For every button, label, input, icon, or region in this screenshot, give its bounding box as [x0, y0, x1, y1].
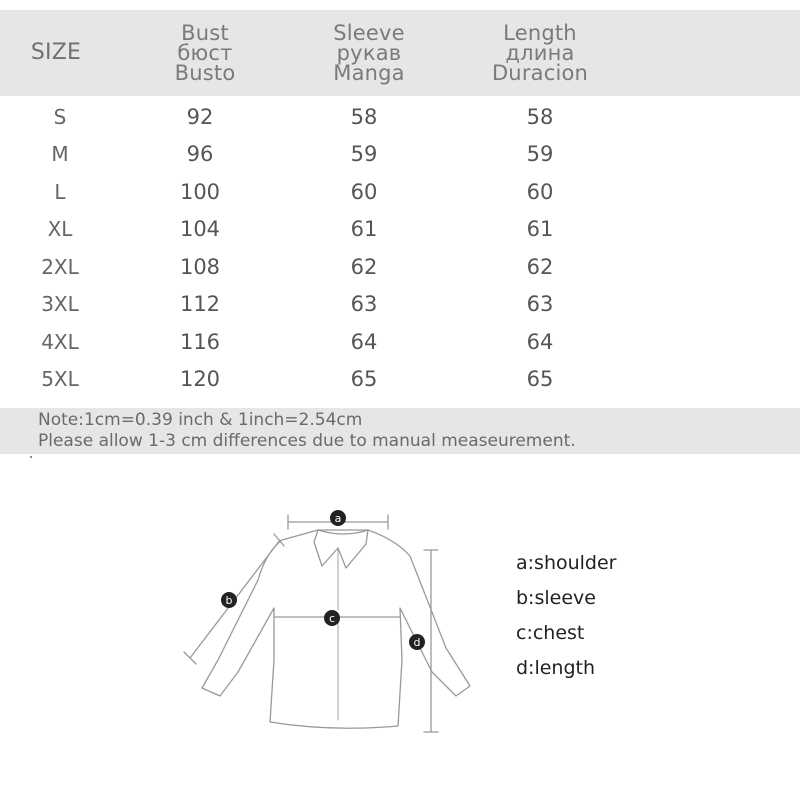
header-bust-ru: бюст — [177, 41, 233, 65]
size-cell: L — [54, 179, 66, 204]
size-cell: M — [51, 141, 69, 166]
marker-a — [330, 510, 346, 526]
size-cell: 2XL — [41, 254, 79, 279]
sleeve-cell: 62 — [350, 254, 378, 279]
shirt-diagram — [170, 500, 500, 745]
marker-c — [324, 610, 340, 626]
shirt-collar — [314, 530, 368, 568]
table-row — [0, 285, 800, 322]
sleeve-cell: 58 — [350, 104, 378, 129]
sleeve-cell: 59 — [350, 141, 378, 166]
legend-shoulder: a:shoulder — [516, 552, 617, 574]
sleeve-cell: 65 — [350, 366, 378, 391]
length-cell: 61 — [526, 216, 554, 241]
table-row — [0, 135, 800, 172]
length-cell: 60 — [526, 179, 554, 204]
bust-cell: 92 — [186, 104, 214, 129]
sleeve-cell: 60 — [350, 179, 378, 204]
length-cell: 58 — [526, 104, 554, 129]
table-row — [0, 360, 800, 397]
length-cell: 64 — [526, 329, 554, 354]
header-length-es: Duracion — [491, 61, 589, 85]
header-sleeve-es: Manga — [333, 61, 405, 85]
shirt-outline — [202, 530, 470, 728]
size-cell: 3XL — [41, 291, 79, 316]
header-sleeve-en: Sleeve — [333, 21, 405, 45]
table-row — [0, 210, 800, 247]
measure-line-d — [424, 550, 438, 732]
length-cell: 65 — [526, 366, 554, 391]
header-sleeve — [300, 10, 438, 96]
marker-d — [409, 634, 425, 650]
size-cell: S — [53, 104, 67, 129]
length-cell: 62 — [526, 254, 554, 279]
length-cell: 63 — [526, 291, 554, 316]
bust-cell: 96 — [186, 141, 214, 166]
bust-cell: 116 — [179, 329, 221, 354]
header-length-en: Length — [503, 21, 577, 45]
table-row — [0, 173, 800, 210]
svg-text:d: d — [413, 636, 421, 649]
header-size — [0, 10, 112, 96]
stray-dot — [30, 456, 32, 458]
note-conversion: Note:1cm=0.39 inch & 1inch=2.54cm — [38, 410, 363, 430]
header-length-ru: длина — [505, 41, 575, 65]
size-cell: 5XL — [41, 366, 79, 391]
bust-cell: 120 — [179, 366, 221, 391]
header-sleeve-ru: рукав — [336, 41, 402, 65]
header-bust — [140, 10, 270, 96]
measurement-legend — [516, 548, 617, 688]
svg-text:b: b — [225, 594, 233, 607]
legend-length: d:length — [516, 657, 596, 679]
svg-text:a: a — [334, 512, 342, 525]
legend-chest: c:chest — [516, 622, 585, 644]
header-bust-es: Busto — [174, 61, 236, 85]
header-length — [470, 10, 610, 96]
table-row — [0, 98, 800, 135]
size-cell: 4XL — [41, 329, 79, 354]
bust-cell: 112 — [179, 291, 221, 316]
table-row — [0, 323, 800, 360]
size-table-body — [0, 96, 800, 408]
bust-cell: 100 — [179, 179, 221, 204]
marker-b — [221, 592, 237, 608]
header-size-label: SIZE — [30, 40, 82, 65]
legend-sleeve: b:sleeve — [516, 587, 596, 609]
note-tolerance: Please allow 1-3 cm differences due to manual measeurement. — [38, 431, 576, 451]
measurement-note — [0, 408, 800, 454]
length-cell: 59 — [526, 141, 554, 166]
bust-cell: 104 — [179, 216, 221, 241]
header-bust-en: Bust — [181, 21, 229, 45]
sleeve-cell: 61 — [350, 216, 378, 241]
sleeve-cell: 63 — [350, 291, 378, 316]
svg-text:c: c — [328, 612, 336, 625]
bust-cell: 108 — [179, 254, 221, 279]
sleeve-cell: 64 — [350, 329, 378, 354]
size-cell: XL — [47, 216, 73, 241]
table-row — [0, 248, 800, 285]
size-table-header — [0, 10, 800, 96]
